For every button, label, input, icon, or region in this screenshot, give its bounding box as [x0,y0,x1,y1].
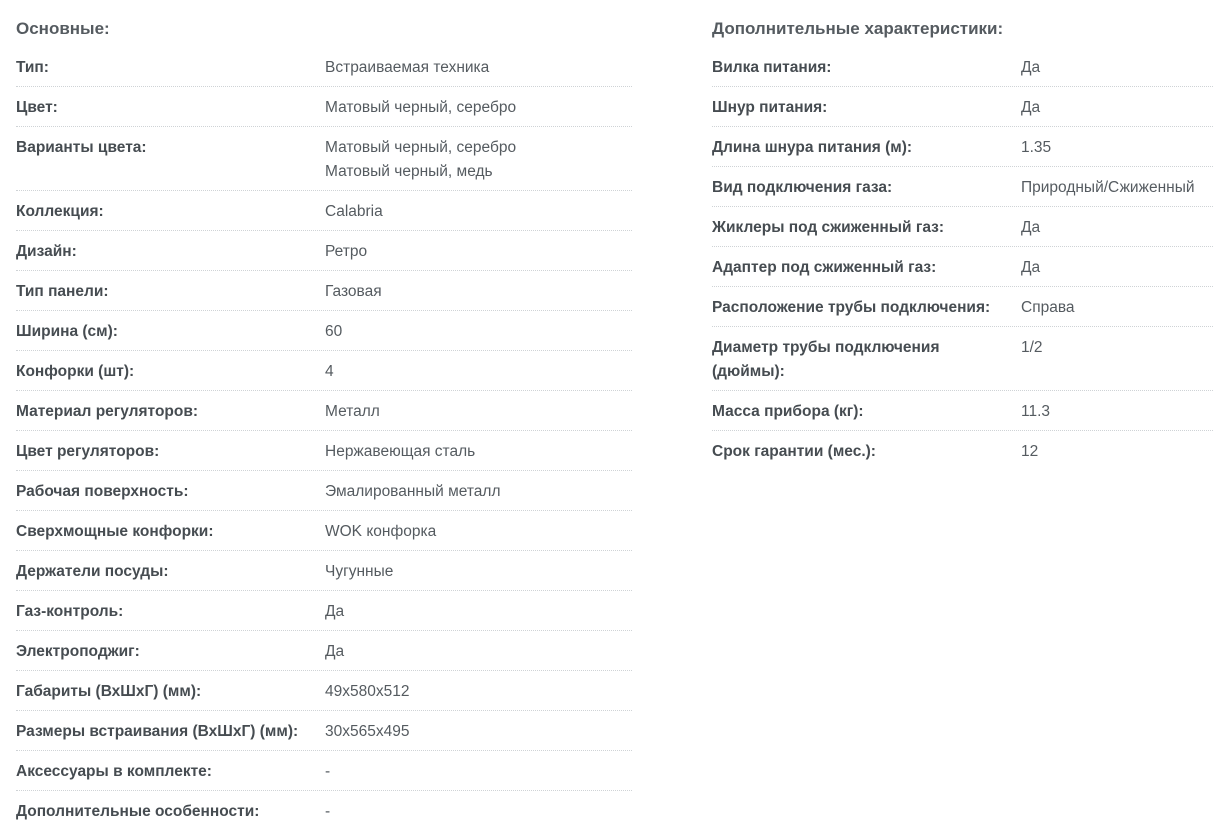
extra-specs-list [712,47,1213,470]
spec-value [1021,56,1040,80]
spec-row [712,87,1213,127]
spec-row [16,791,632,830]
spec-row [712,327,1213,391]
spec-value-line: Да [1021,59,1041,76]
spec-row [16,511,632,551]
spec-label: Держатели посуды: [16,563,169,580]
spec-row [16,351,632,391]
spec-row [16,471,632,511]
spec-value [325,136,516,184]
spec-value-line: Металл [325,403,380,420]
spec-row [16,391,632,431]
spec-label: Диаметр трубы подключения (дюймы): [712,339,940,380]
spec-value-line: Да [1021,219,1041,236]
spec-value-line: Газовая [325,283,382,300]
spec-value [325,360,334,384]
spec-row [16,431,632,471]
spec-label: Электроподжиг: [16,643,140,660]
spec-value [1021,136,1051,160]
spec-value [1021,176,1195,200]
spec-value-line: Матовый черный, серебро [325,139,517,156]
spec-label: Дизайн: [16,243,77,260]
spec-value [1021,296,1075,320]
spec-value [325,640,344,664]
spec-row [16,47,632,87]
spec-value [1021,96,1040,120]
spec-value-line: 49x580x512 [325,683,410,700]
spec-value [325,680,409,704]
spec-row [16,551,632,591]
main-specs-title: Основные: [16,19,110,38]
spec-value-line: Ретро [325,243,368,260]
spec-value-line: 4 [325,363,334,380]
spec-value [325,400,380,424]
spec-value-line: Справа [1021,299,1075,316]
spec-value [325,720,409,744]
spec-row [712,207,1213,247]
spec-row [712,247,1213,287]
spec-label: Жиклеры под сжиженный газ: [712,219,945,236]
spec-value [325,480,501,504]
spec-value-line: Эмалированный металл [325,483,501,500]
spec-label: Цвет: [16,99,58,116]
spec-value [325,200,383,224]
spec-label: Габариты (ВхШхГ) (мм): [16,683,202,700]
spec-value [1021,336,1043,360]
spec-label: Рабочая поверхность: [16,483,189,500]
spec-value-line: Нержавеющая сталь [325,443,476,460]
spec-value [325,96,516,120]
spec-row [16,191,632,231]
spec-value-line: Матовый черный, медь [325,163,493,180]
spec-value-line: Чугунные [325,563,394,580]
spec-value-line: 1/2 [1021,339,1043,356]
spec-row [16,671,632,711]
spec-row [16,751,632,791]
spec-value [1021,216,1040,240]
spec-label: Варианты цвета: [16,139,147,156]
spec-row [16,271,632,311]
spec-value [325,600,344,624]
spec-label: Шнур питания: [712,99,828,116]
spec-value-line: 30x565x495 [325,723,410,740]
spec-row [712,167,1213,207]
extra-specs-column [712,0,1213,470]
spec-label: Аксессуары в комплекте: [16,763,212,780]
spec-value-line: 11.3 [1021,403,1051,420]
spec-label: Тип панели: [16,283,109,300]
spec-value-line: Природный/Сжиженный [1021,179,1195,196]
spec-label: Размеры встраивания (ВхШхГ) (мм): [16,723,299,740]
spec-label: Цвет регуляторов: [16,443,160,460]
spec-value-line: 60 [325,323,343,340]
spec-row [16,631,632,671]
spec-value-line: 12 [1021,443,1039,460]
spec-row [16,87,632,127]
spec-label: Срок гарантии (мес.): [712,443,876,460]
spec-value [325,320,342,344]
spec-label: Материал регуляторов: [16,403,199,420]
spec-row [16,231,632,271]
spec-label: Вид подключения газа: [712,179,893,196]
spec-value [325,56,489,80]
spec-label: Тип: [16,59,49,76]
spec-label: Дополнительные особенности: [16,803,260,820]
spec-row [712,127,1213,167]
spec-value [325,560,393,584]
spec-value [325,440,475,464]
spec-value-line: - [325,763,331,780]
spec-row [16,711,632,751]
spec-value [325,760,330,784]
spec-label: Конфорки (шт): [16,363,135,380]
spec-row [712,391,1213,431]
spec-value-line: WOK конфорка [325,523,437,540]
spec-label: Вилка питания: [712,59,832,76]
spec-label: Коллекция: [16,203,104,220]
spec-value-line: Матовый черный, серебро [325,99,517,116]
spec-value-line: Встраиваемая техника [325,59,490,76]
main-specs-column [16,0,632,830]
spec-row [712,431,1213,470]
main-specs-list [16,47,632,830]
spec-value-line: Да [325,603,345,620]
spec-label: Ширина (см): [16,323,118,340]
spec-label: Масса прибора (кг): [712,403,864,420]
spec-label: Адаптер под сжиженный газ: [712,259,937,276]
spec-value [325,800,330,824]
spec-value-line: Да [1021,259,1041,276]
spec-label: Газ-контроль: [16,603,124,620]
spec-row [16,591,632,631]
spec-value [1021,440,1038,464]
spec-value-line: Calabria [325,203,383,220]
spec-value [1021,400,1050,424]
spec-label: Длина шнура питания (м): [712,139,913,156]
spec-row [712,47,1213,87]
spec-row [16,311,632,351]
spec-label: Расположение трубы подключения: [712,299,991,316]
spec-value [1021,256,1040,280]
spec-value-line: Да [1021,99,1041,116]
spec-value-line: Да [325,643,345,660]
spec-label: Сверхмощные конфорки: [16,523,214,540]
spec-value-line: 1.35 [1021,139,1052,156]
spec-value [325,520,436,544]
spec-row [712,287,1213,327]
extra-specs-title: Дополнительные характеристики: [712,19,1004,38]
spec-value [325,280,382,304]
spec-value [325,240,367,264]
spec-row [16,127,632,191]
spec-value-line: - [325,803,331,820]
